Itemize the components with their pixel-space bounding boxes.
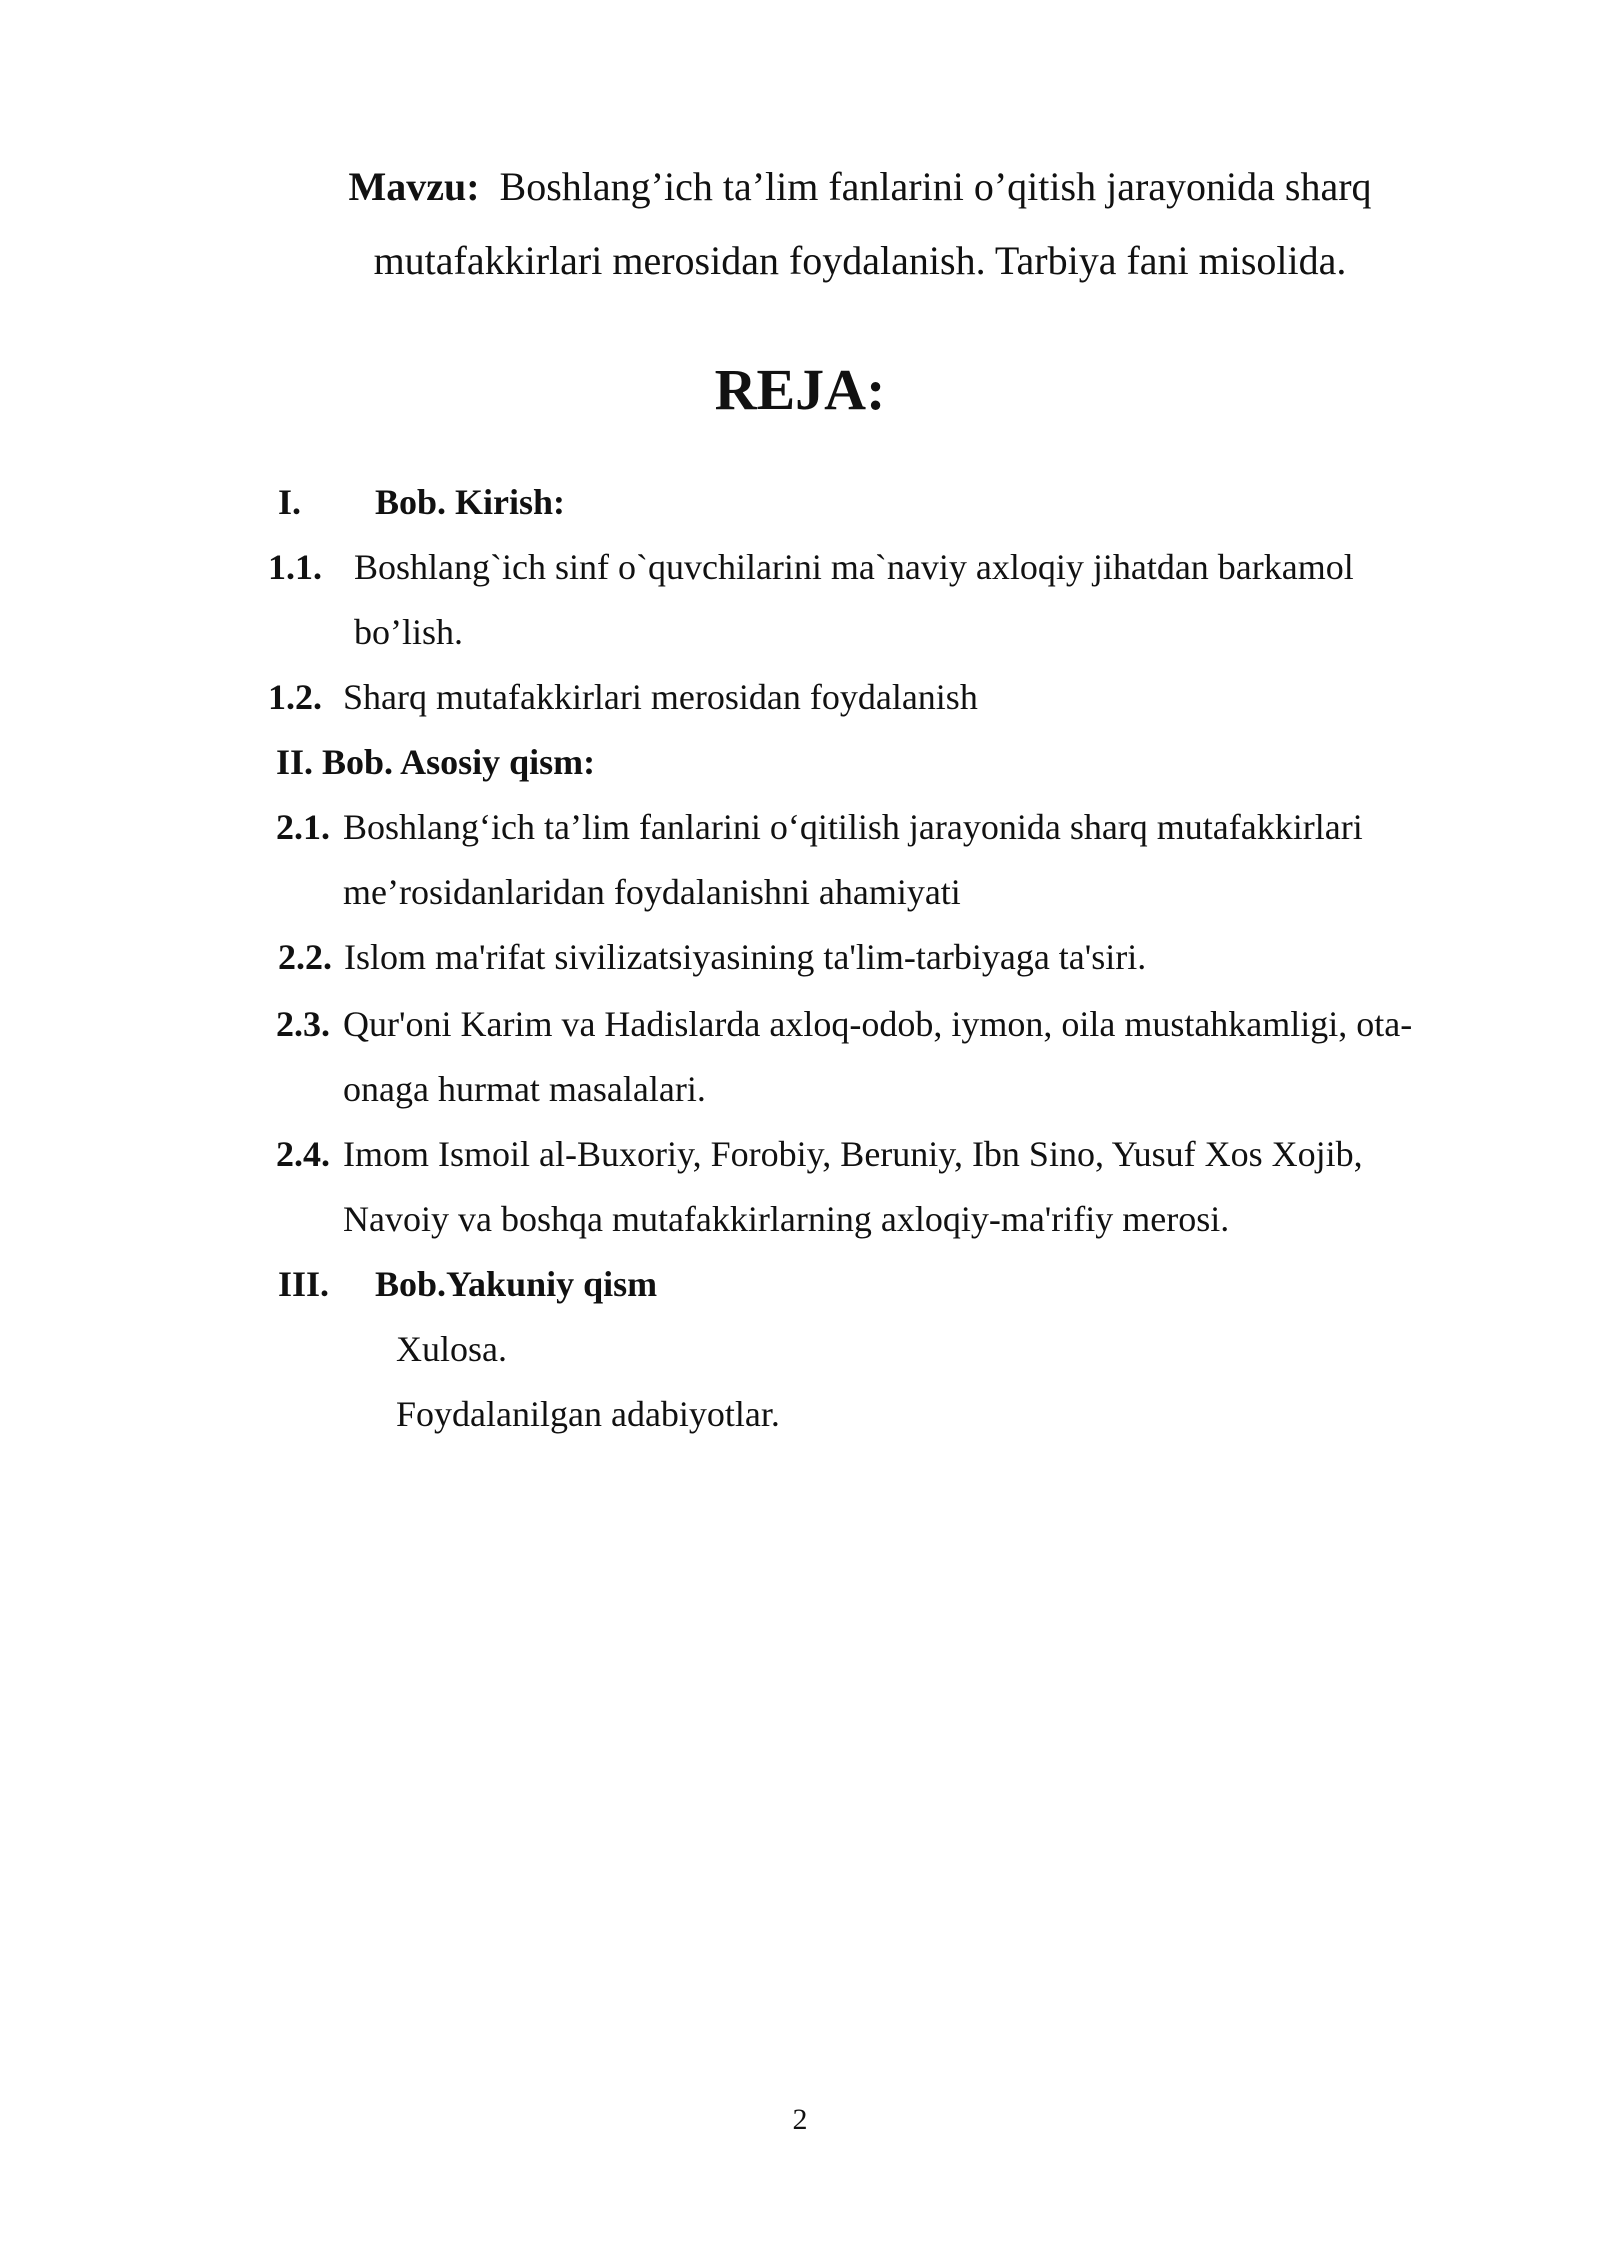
section-2-3-text-cont: onaga hurmat masalalari. [343, 1069, 706, 1109]
section-1-1-text: Boshlang`ich sinf o`quvchilarini ma`naviy axloqiy jihatdan barkamol [354, 547, 1354, 587]
chapter-1-number: I. [278, 482, 302, 522]
topic-heading [280, 150, 1440, 298]
section-2-1-text: Boshlang‘ich ta’lim fanlarini o‘qitilish jarayonida sharq mutafakkirlari [343, 807, 1363, 847]
section-1-2-number: 1.2. [268, 677, 322, 717]
chapter-3-title: Bob.Yakuniy qism [375, 1264, 658, 1304]
section-2-1-text-cont: me’rosidanlaridan foydalanishni ahamiyati [343, 872, 961, 912]
section-1-2-text: Sharq mutafakkirlari merosidan foydalanish [343, 677, 978, 717]
conclusion-item: Xulosa. [396, 1329, 507, 1369]
section-1-1-text-cont: bo’lish. [354, 612, 464, 652]
chapter-1-title: Bob. Kirish: [375, 482, 566, 522]
section-2-1-number: 2.1. [276, 807, 330, 847]
section-1-1-number: 1.1. [268, 547, 322, 587]
section-2-2-number: 2.2. [278, 937, 332, 977]
topic-text: Boshlang’ich ta’lim fanlarini o’qitish jarayonida sharq mutafakkirlari merosidan foydalanish. Tarbiya fani misolida. [373, 164, 1372, 283]
topic-label: Mavzu: [348, 164, 480, 209]
page-number: 2 [792, 2103, 808, 2136]
section-2-3-text: Qur'oni Karim va Hadislarda axloq-odob, iymon, oila mustahkamligi, ota- [343, 1004, 1413, 1044]
section-2-4-number: 2.4. [276, 1134, 330, 1174]
section-2-2-text: Islom ma'rifat sivilizatsiyasining ta'lim-tarbiyaga ta'siri. [344, 937, 1147, 977]
section-2-4-text: Imom Ismoil al-Buxoriy, Forobiy, Beruniy, Ibn Sino, Yusuf Xos Xojib, [343, 1134, 1363, 1174]
section-2-4-text-cont: Navoiy va boshqa mutafakkirlarning axloqiy-ma'rifiy merosi. [343, 1199, 1230, 1239]
section-2-3-number: 2.3. [276, 1004, 330, 1044]
references-item: Foydalanilgan adabiyotlar. [396, 1394, 780, 1434]
chapter-3-number: III. [278, 1264, 330, 1304]
chapter-2-title: II. Bob. Asosiy qism: [276, 742, 596, 782]
plan-title: REJA: [714, 357, 886, 422]
